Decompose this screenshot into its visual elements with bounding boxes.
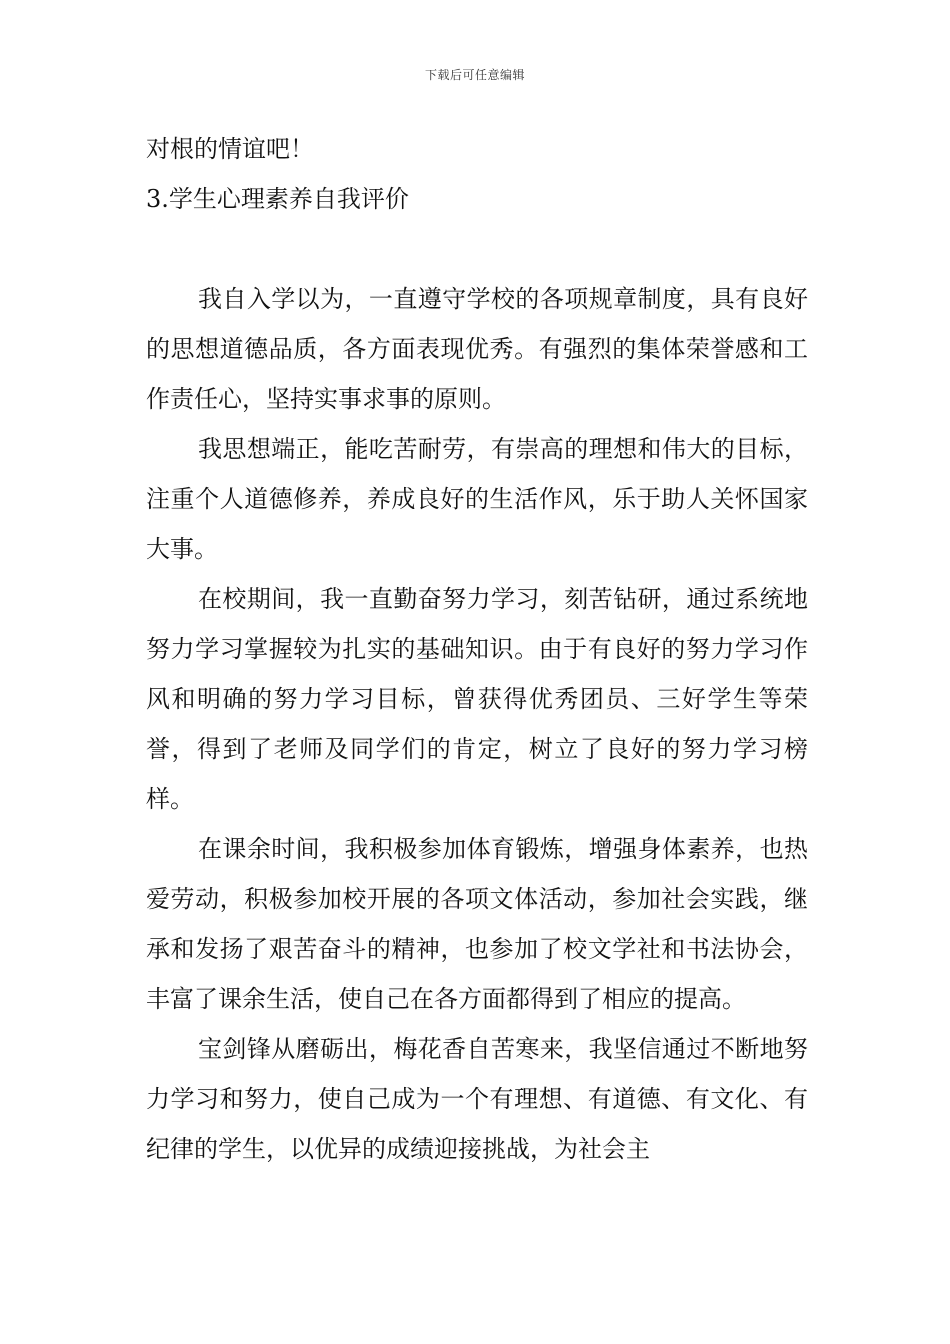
paragraph-1: 我自入学以为，一直遵守学校的各项规章制度，具有良好的思想道德品质，各方面表现优秀。有强烈的集体荣誉感和工作责任心，坚持实事求事的原则。 (146, 285, 808, 413)
paragraph-4: 在课余时间，我积极参加体育锻炼，增强身体素养，也热爱劳动，积极参加校开展的各项文体活动，参加社会实践，继承和发扬了艰苦奋斗的精神，也参加了校文学社和书法协会，丰富了课余生活，使自己在各方面都得到了相应的提高。 (146, 835, 808, 1013)
section-heading: 3.学生心理素养自我评价 (146, 185, 409, 213)
paragraph-5: 宝剑锋从磨砺出，梅花香自苦寒来，我坚信通过不断地努力学习和努力，使自己成为一个有理想、有道德、有文化、有纪律的学生，以优异的成绩迎接挑战，为社会主 (146, 1035, 808, 1163)
paragraph-2: 我思想端正，能吃苦耐劳，有崇高的理想和伟大的目标，注重个人道德修养，养成良好的生活作风，乐于助人关怀国家大事。 (146, 435, 808, 563)
continuation-line: 对根的情谊吧！ (146, 135, 314, 163)
document-body (146, 124, 808, 1174)
paragraph-3: 在校期间，我一直勤奋努力学习，刻苦钻研，通过系统地努力学习掌握较为扎实的基础知识。由于有良好的努力学习作风和明确的努力学习目标，曾获得优秀团员、三好学生等荣誉，得到了老师及同学们的肯定，树立了良好的努力学习榜样。 (146, 585, 808, 813)
page-header-note: 下载后可任意编辑 (424, 68, 525, 82)
